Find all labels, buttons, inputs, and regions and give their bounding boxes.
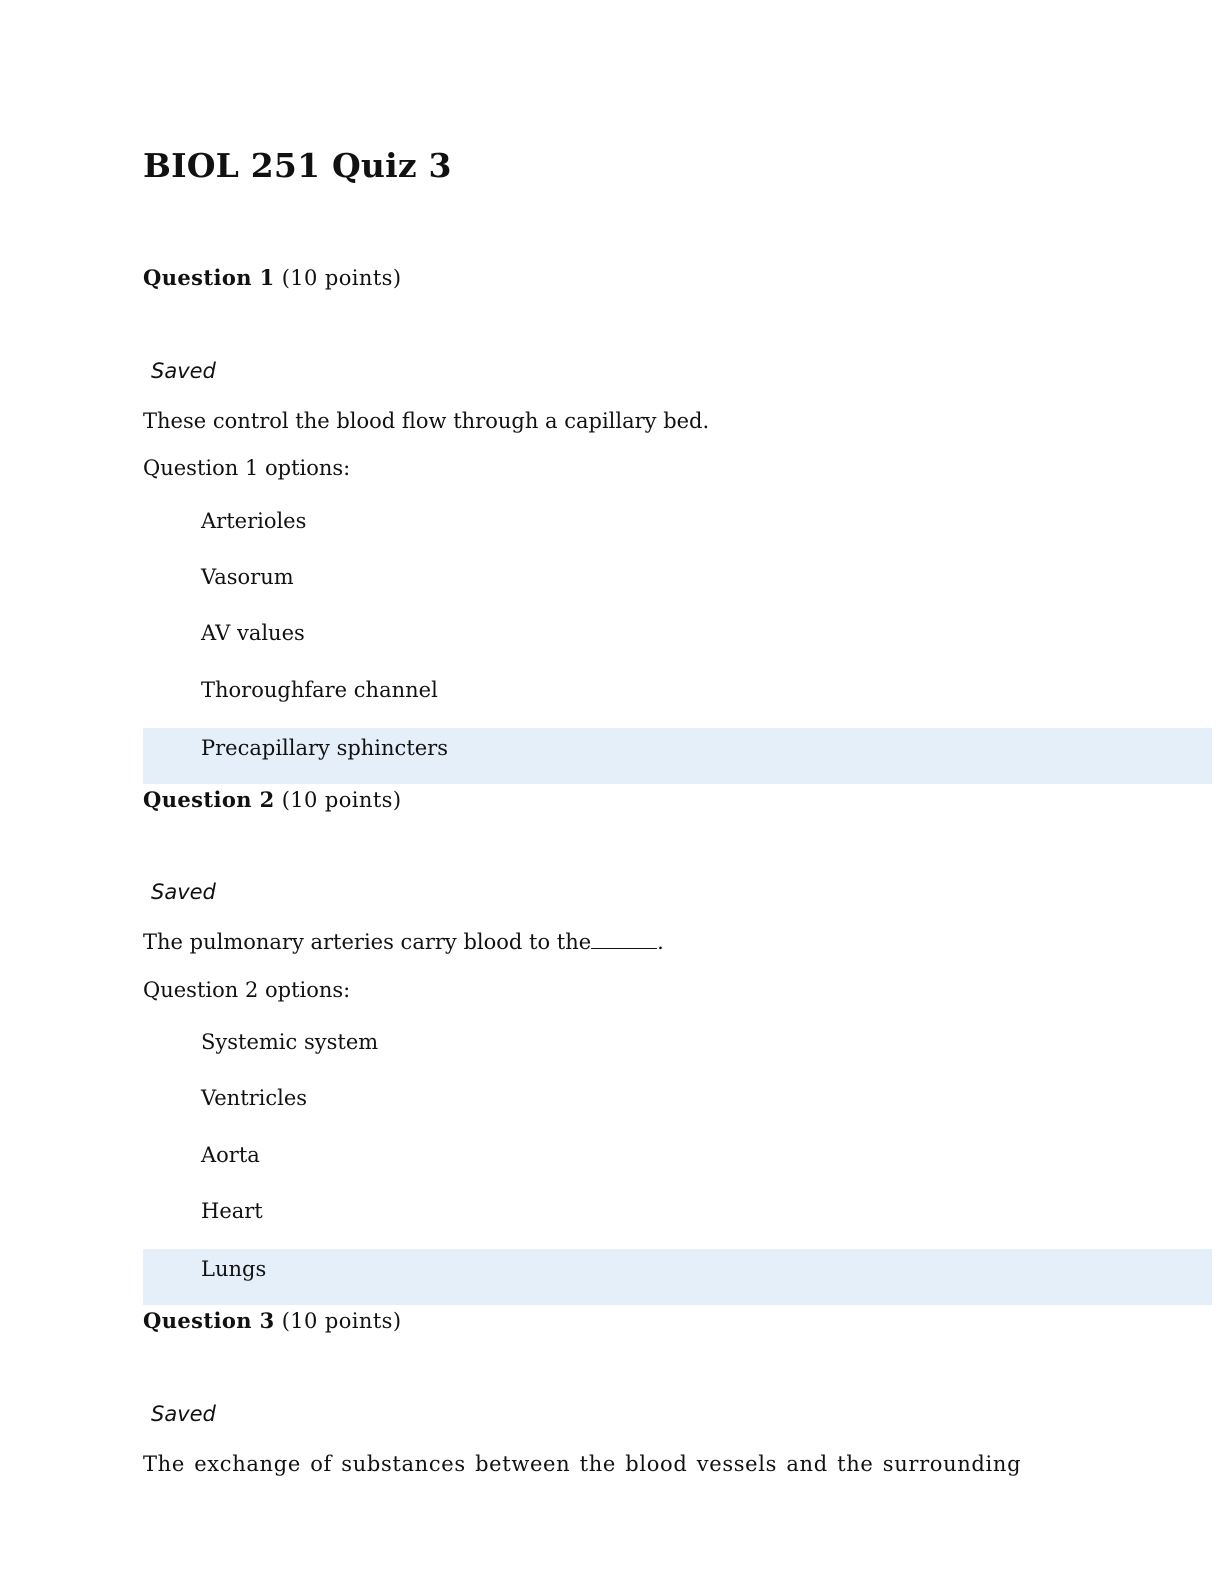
question-3-header [143,1306,401,1336]
question-2-text: The pulmonary arteries carry blood to the [143,930,592,954]
question-2-text-container [143,927,664,957]
option-label: Aorta [201,1143,260,1167]
question-2-option-lungs-selected[interactable] [143,1249,1212,1305]
question-1-option-thoroughfare-channel[interactable] [143,662,1212,718]
question-2-options-heading: Question 2 options: [143,978,351,1002]
question-2-option-ventricles[interactable] [143,1070,1212,1126]
question-1-options-heading: Question 1 options: [143,456,351,480]
question-2-label: Question 2 [143,787,275,812]
page-title: BIOL 251 Quiz 3 [143,146,452,185]
option-label: Ventricles [201,1086,308,1110]
question-1-points: (10 points) [281,266,402,290]
question-1-option-precapillary-sphincters-selected[interactable] [143,728,1212,784]
question-2-header [143,785,401,815]
question-2-points: (10 points) [281,788,402,812]
question-1-label: Question 1 [143,265,275,290]
option-label: Heart [201,1199,263,1223]
option-label: Arterioles [201,509,307,533]
option-label: Precapillary sphincters [201,736,448,760]
question-2-option-aorta[interactable] [143,1127,1212,1183]
option-label: AV values [201,621,305,645]
question-1-header [143,263,401,293]
question-2-saved-status: Saved [151,880,216,904]
option-label: Systemic system [201,1030,379,1054]
question-1-option-arterioles[interactable] [143,493,1212,549]
option-label: Lungs [201,1257,267,1281]
question-1-text: These control the blood flow through a capillary bed. [143,409,710,433]
question-3-points: (10 points) [281,1309,402,1333]
question-1-option-vasorum[interactable] [143,549,1212,605]
question-2-text-end: . [657,930,664,954]
option-label: Vasorum [201,565,294,589]
question-2-option-systemic-system[interactable] [143,1014,1212,1070]
question-1-option-av-values[interactable] [143,605,1212,661]
question-1-saved-status: Saved [151,359,216,383]
option-label: Thoroughfare channel [201,678,438,702]
question-3-saved-status: Saved [151,1402,216,1426]
answer-blank [591,928,657,949]
question-3-label: Question 3 [143,1308,275,1333]
question-3-text: The exchange of substances between the blood vessels and the surrounding [143,1452,1022,1476]
question-2-option-heart[interactable] [143,1183,1212,1239]
